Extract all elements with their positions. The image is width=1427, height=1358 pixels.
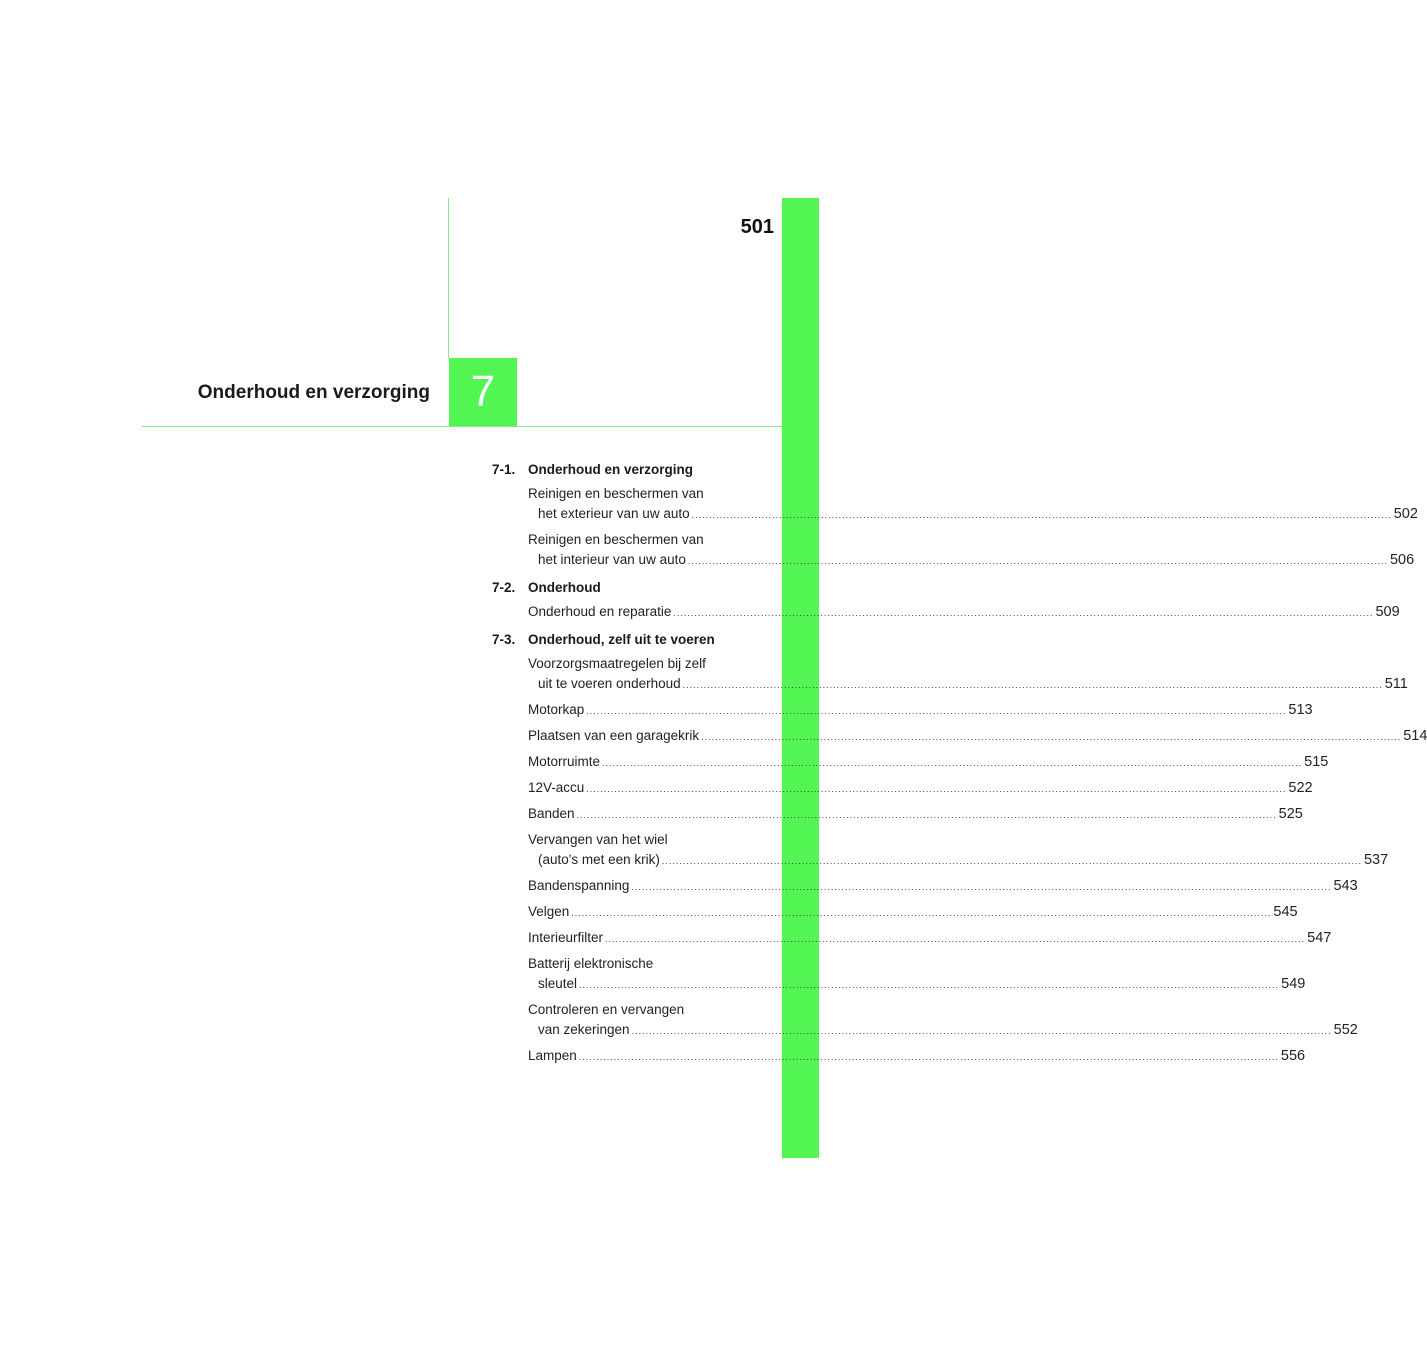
toc-entry[interactable] (528, 954, 1306, 995)
toc-page-number: 549 (1281, 976, 1306, 992)
toc-entry[interactable] (528, 876, 1358, 897)
toc-page-number: 506 (1389, 552, 1415, 568)
toc-entry[interactable] (528, 928, 1332, 949)
toc-section-heading[interactable] (492, 460, 740, 480)
toc-leader-dots: ........................................................................................................................................................................................................ (586, 784, 1287, 794)
toc-leader-dots: ........................................................................................................................................................................................................ (578, 1052, 1279, 1062)
toc-leader-dots: ........................................................................................................................................................................................................ (687, 556, 1388, 566)
toc-entry-title: Controleren en vervangen (528, 1002, 685, 1017)
toc-page-number: 511 (1384, 676, 1408, 692)
toc-entry-title: 12V-accu (528, 780, 585, 795)
toc-leader-dots: ........................................................................................................................................................................................................ (691, 510, 1392, 520)
toc-page-number: 545 (1273, 904, 1298, 920)
page-number: 501 (740, 216, 774, 238)
toc-entry[interactable] (528, 484, 1418, 525)
toc-entry-title: Motorruimte (528, 754, 601, 769)
toc-section-heading[interactable] (492, 578, 740, 598)
toc-entry-title: Reinigen en beschermen van (528, 532, 704, 547)
toc-leader-dots: ........................................................................................................................................................................................................ (571, 908, 1272, 918)
toc-entry[interactable] (528, 654, 1408, 695)
toc-entry-title-continued: (auto's met een krik) (538, 852, 660, 867)
toc-entry[interactable] (528, 778, 1313, 799)
toc-entry[interactable] (528, 752, 1329, 773)
toc-entry[interactable] (528, 726, 1427, 747)
toc-section-heading[interactable] (492, 630, 740, 650)
toc-section-title: Onderhoud en verzorging (528, 462, 694, 477)
toc-entry[interactable] (528, 700, 1313, 721)
toc-entry-title: Banden (528, 806, 575, 821)
toc-entry-title: Batterij elektronische (528, 956, 654, 971)
toc-leader-dots: ........................................................................................................................................................................................................ (586, 706, 1287, 716)
table-of-contents (492, 460, 1427, 1067)
toc-leader-dots: ........................................................................................................................................................................................................ (673, 608, 1374, 618)
toc-leader-dots: ........................................................................................................................................................................................................ (682, 680, 1383, 690)
toc-entry-title: Vervangen van het wiel (528, 832, 668, 847)
toc-entry[interactable] (528, 1000, 1358, 1041)
toc-page-number: 547 (1307, 930, 1332, 946)
toc-leader-dots: ........................................................................................................................................................................................................ (605, 934, 1306, 944)
toc-entry-title: Plaatsen van een garagekrik (528, 728, 700, 743)
toc-page-number: 556 (1280, 1048, 1306, 1064)
horizontal-rule (142, 426, 782, 427)
toc-section-number: 7-3. (492, 632, 516, 647)
toc-leader-dots: ........................................................................................................................................................................................................ (602, 758, 1303, 768)
toc-entry-title: Motorkap (528, 702, 585, 717)
toc-leader-dots: ........................................................................................................................................................................................................ (579, 980, 1280, 990)
toc-entry-title-continued: van zekeringen (538, 1022, 630, 1037)
toc-entry-title-continued: het interieur van uw auto (538, 552, 686, 567)
toc-entry[interactable] (528, 1046, 1306, 1067)
vertical-rule (448, 198, 449, 358)
toc-page-number: 525 (1278, 806, 1303, 822)
toc-entry-title: Onderhoud en reparatie (528, 604, 672, 619)
toc-entry[interactable] (528, 804, 1303, 825)
toc-page-number: 537 (1363, 852, 1389, 868)
toc-page-number: 543 (1333, 878, 1358, 894)
toc-entry-title: Bandenspanning (528, 878, 630, 893)
toc-entry-title: Reinigen en beschermen van (528, 486, 704, 501)
toc-section-number: 7-2. (492, 580, 516, 595)
toc-leader-dots: ........................................................................................................................................................................................................ (576, 810, 1277, 820)
toc-page-number: 513 (1288, 702, 1313, 718)
toc-page-number: 502 (1393, 506, 1418, 522)
toc-entry-title: Interieurfilter (528, 930, 604, 945)
chapter-number-box: 7 (449, 358, 517, 426)
toc-entry-title: Velgen (528, 904, 570, 919)
toc-entry-title: Lampen (528, 1048, 577, 1063)
toc-leader-dots: ........................................................................................................................................................................................................ (701, 732, 1402, 742)
toc-entry-title-continued: uit te voeren onderhoud (538, 676, 681, 691)
toc-page-number: 522 (1288, 780, 1313, 796)
toc-entry[interactable] (528, 830, 1389, 871)
toc-entry-title-continued: het exterieur van uw auto (538, 506, 690, 521)
toc-section-title: Onderhoud, zelf uit te voeren (528, 632, 715, 647)
toc-section-number: 7-1. (492, 462, 516, 477)
toc-leader-dots: ........................................................................................................................................................................................................ (631, 882, 1332, 892)
toc-page-number: 515 (1304, 754, 1329, 770)
toc-section-title: Onderhoud (528, 580, 601, 595)
toc-entry-title-continued: sleutel (538, 976, 578, 991)
toc-leader-dots: ........................................................................................................................................................................................................ (661, 856, 1362, 866)
toc-entry[interactable] (528, 530, 1415, 571)
toc-entry-title: Voorzorgsmaatregelen bij zelf (528, 656, 706, 671)
toc-entry[interactable] (528, 602, 1400, 623)
toc-entry[interactable] (528, 902, 1298, 923)
toc-leader-dots: ........................................................................................................................................................................................................ (631, 1026, 1332, 1036)
toc-page-number: 514 (1403, 728, 1427, 744)
toc-page-number: 552 (1333, 1022, 1358, 1038)
chapter-title: Onderhoud en verzorging (197, 382, 430, 403)
toc-page-number: 509 (1375, 604, 1400, 620)
